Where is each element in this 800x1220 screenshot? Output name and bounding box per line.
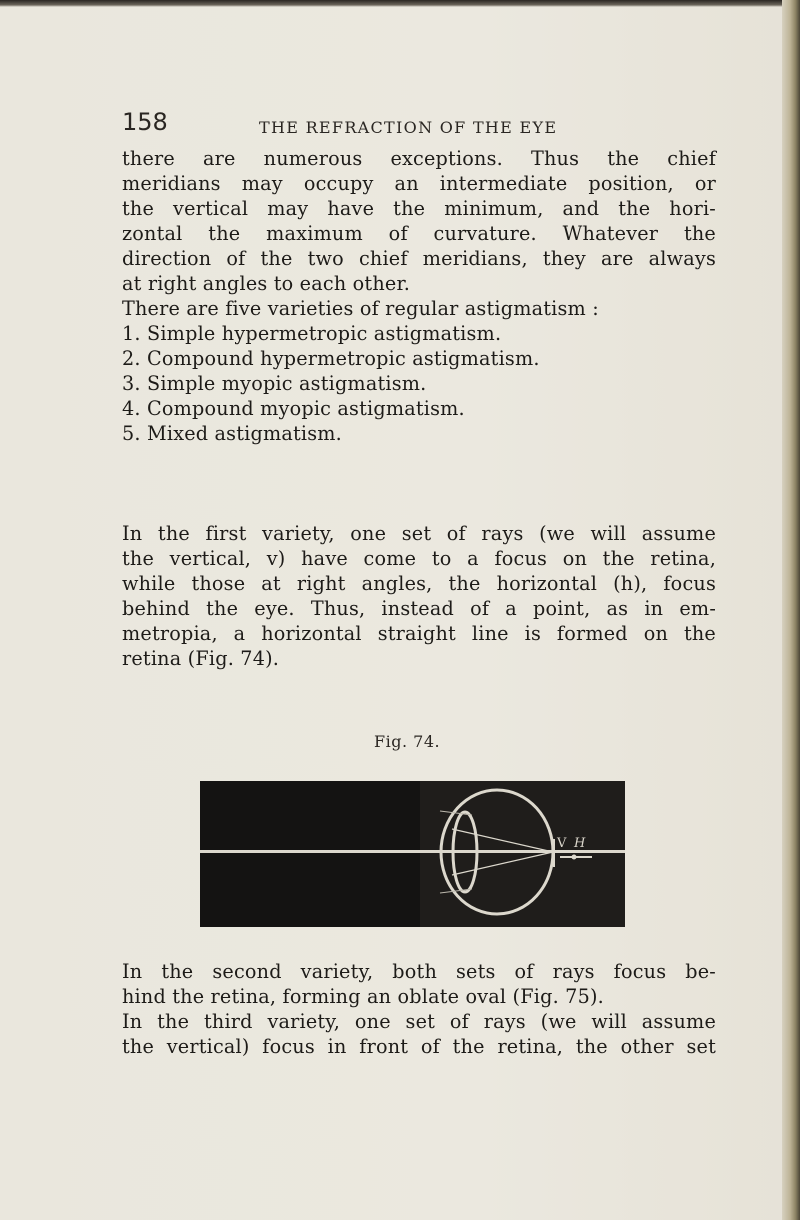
text-line: meridians may occupy an intermediate position, or [122,172,716,195]
list-item: 4. Compound myopic astigmatism. [122,397,465,420]
label-v: V [557,836,567,851]
text-line: In the second variety, both sets of rays focus be- [122,960,716,983]
page-number: 158 [122,108,168,136]
paragraph-meridians [122,146,716,296]
varieties-list [122,321,716,446]
running-title: THE REFRACTION OF THE EYE [259,118,558,137]
text-line: In the first variety, one set of rays (we will assume [122,522,716,545]
text-line: retina (Fig. 74). [122,647,280,670]
text-line: In the third variety, one set of rays (we will assume [122,1010,716,1033]
list-item: 1. Simple hypermetropic astigmatism. [122,322,502,345]
intro-line: There are five varieties of regular astigmatism : [122,297,599,320]
paragraph-first-variety [122,521,716,671]
text-line: the vertical) focus in front of the retina, the other set [122,1035,716,1058]
text-line: metropia, a horizontal straight line is formed on the [122,622,716,645]
varieties-intro [122,296,716,321]
text-line: there are numerous exceptions. Thus the chief [122,147,716,170]
figure-74-diagram [200,781,625,927]
text-line: the vertical, v) have come to a focus on the retina, [122,547,716,570]
text-line: at right angles to each other. [122,272,411,295]
list-item: 2. Compound hypermetropic astigmatism. [122,347,540,370]
figure-caption: Fig. 74. [374,732,441,751]
text-line: hind the retina, forming an oblate oval (Fig. 75). [122,985,604,1008]
list-item: 3. Simple myopic astigmatism. [122,372,427,395]
text-line: while those at right angles, the horizontal (h), focus [122,572,716,595]
text-line: the vertical may have the minimum, and the hori- [122,197,716,220]
page-top-edge-shadow [0,0,800,7]
paragraph-second-variety [122,959,716,1009]
paragraph-third-variety [122,1009,716,1059]
text-line: direction of the two chief meridians, they are always [122,247,716,270]
list-item: 5. Mixed astigmatism. [122,422,342,445]
label-h: H [574,836,586,851]
page-header [122,108,682,142]
page-right-edge-binding [782,0,800,1220]
text-line: zontal the maximum of curvature. Whatever the [122,222,716,245]
text-line: behind the eye. Thus, instead of a point, as in em- [122,597,716,620]
